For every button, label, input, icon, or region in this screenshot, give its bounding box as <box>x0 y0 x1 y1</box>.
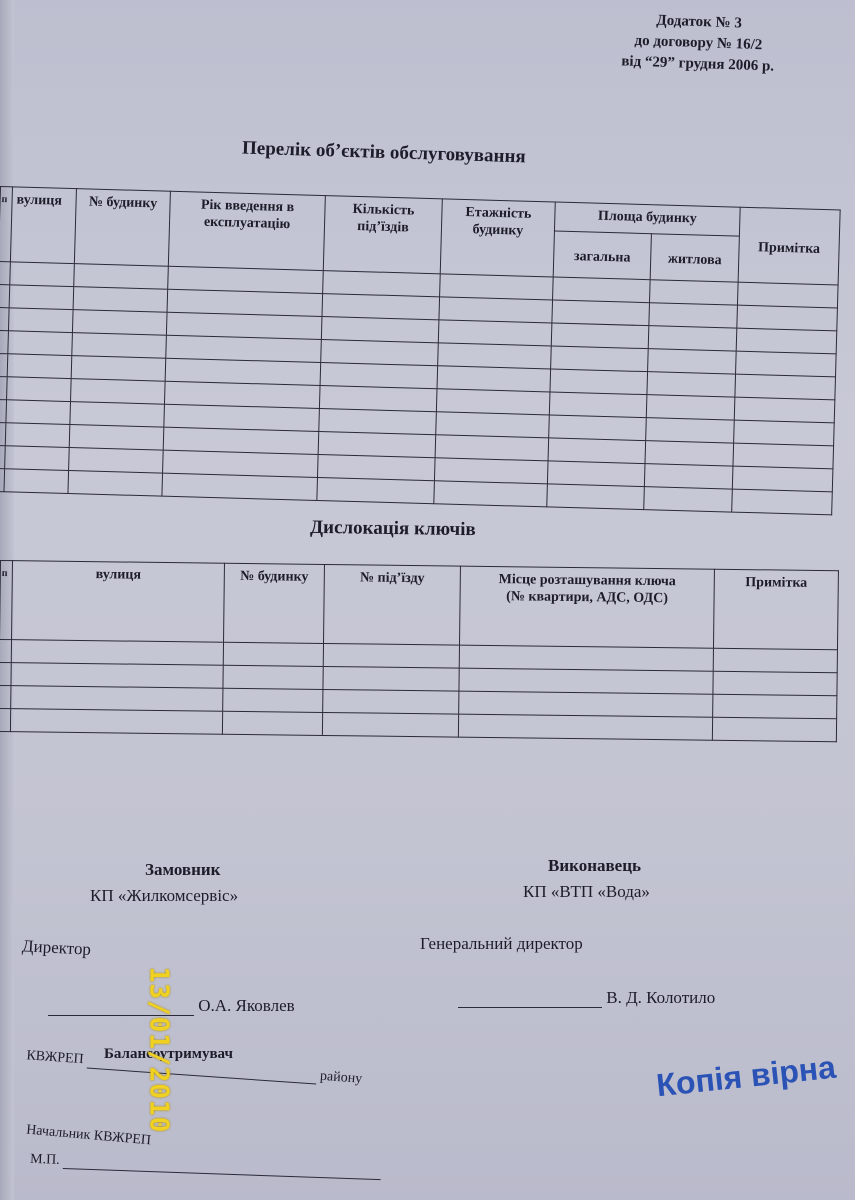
table-cell[interactable] <box>648 349 737 374</box>
table-cell[interactable] <box>162 473 318 500</box>
contractor-signature <box>458 988 715 1008</box>
table-cell[interactable] <box>71 379 166 405</box>
table-cell[interactable] <box>70 402 165 428</box>
table-cell[interactable] <box>317 454 435 480</box>
table-cell[interactable] <box>438 320 552 346</box>
table-cell[interactable] <box>0 685 11 708</box>
col-house-header: № будинку <box>224 563 325 643</box>
appendix-contract: до договору № 16/2 <box>634 32 763 54</box>
table-cell[interactable] <box>644 464 733 489</box>
customer-role: Директор <box>21 936 92 959</box>
table-cell[interactable] <box>69 448 164 474</box>
table-cell[interactable] <box>223 642 323 666</box>
table-cell[interactable] <box>11 640 223 666</box>
appendix-number: Додаток № 3 <box>656 12 743 32</box>
table-cell[interactable] <box>321 317 439 343</box>
table-cell[interactable] <box>68 471 163 497</box>
table-cell[interactable] <box>10 262 75 287</box>
table-cell[interactable] <box>434 458 548 484</box>
contractor-role: Генеральний директор <box>420 934 583 953</box>
date-watermark: 13/01/2010 <box>143 966 174 1134</box>
customer-name: О.А. Яковлев <box>198 996 295 1015</box>
table-cell[interactable] <box>72 310 167 336</box>
table-cell[interactable] <box>645 441 734 466</box>
table-cell[interactable] <box>11 663 223 689</box>
holder-prefix: КВЖРЕП <box>25 1048 85 1068</box>
appendix-header <box>621 9 776 77</box>
table-cell[interactable] <box>550 369 648 395</box>
table-cell[interactable] <box>736 328 837 354</box>
table-cell[interactable] <box>11 686 223 712</box>
holder-heading: Балансоутримувач <box>104 1046 233 1062</box>
col-floors-header: Етажність будинку <box>440 199 555 277</box>
table-cell[interactable] <box>10 709 222 735</box>
table-cell[interactable] <box>732 466 833 492</box>
table-cell[interactable] <box>439 297 553 323</box>
keys-table <box>0 560 839 742</box>
table-cell[interactable] <box>440 274 554 300</box>
table-cell[interactable] <box>223 665 323 689</box>
table-cell[interactable] <box>437 366 551 392</box>
col-year-header: Рік введення в експлуатацію <box>168 191 325 270</box>
table-cell[interactable] <box>323 666 459 691</box>
table-cell[interactable] <box>73 287 168 313</box>
col-area-header: Площа будинку <box>554 202 740 236</box>
signature-line[interactable] <box>458 1007 602 1008</box>
seal-line <box>30 1152 381 1180</box>
table-cell[interactable] <box>648 326 737 351</box>
table-cell[interactable] <box>322 712 458 737</box>
col-note-header: Примітка <box>713 569 838 650</box>
table-cell[interactable] <box>458 714 712 740</box>
table-cell[interactable] <box>736 351 837 377</box>
col-num-header: п <box>0 561 12 640</box>
table-cell[interactable] <box>549 392 647 418</box>
table-cell[interactable] <box>713 694 837 719</box>
table-cell[interactable] <box>319 409 437 435</box>
table-cell[interactable] <box>548 438 646 464</box>
table-cell[interactable] <box>459 691 713 717</box>
objects-table-title: Перелік об’єктів обслуговування <box>241 137 527 168</box>
table-cell[interactable] <box>69 425 164 451</box>
keys-header-row <box>0 561 838 650</box>
table-cell[interactable] <box>552 300 650 326</box>
table-cell[interactable] <box>222 711 322 735</box>
table-cell[interactable] <box>713 648 837 673</box>
table-cell[interactable] <box>733 443 834 469</box>
objects-table <box>0 186 841 515</box>
table-cell[interactable] <box>734 420 835 446</box>
table-cell[interactable] <box>438 343 552 369</box>
table-cell[interactable] <box>435 435 549 461</box>
copy-stamp: Копія вірна <box>654 1048 838 1104</box>
seal-label: М.П. <box>29 1151 60 1168</box>
holder-suffix: району <box>319 1068 363 1087</box>
table-cell[interactable] <box>71 356 166 382</box>
table-cell[interactable] <box>0 708 11 731</box>
table-cell[interactable] <box>323 271 441 297</box>
table-cell[interactable] <box>547 461 645 487</box>
table-cell[interactable] <box>323 643 459 668</box>
table-cell[interactable] <box>317 477 435 503</box>
table-cell[interactable] <box>549 415 647 441</box>
table-cell[interactable] <box>321 340 439 366</box>
col-note-header: Примітка <box>738 207 840 285</box>
table-cell[interactable] <box>0 640 12 663</box>
col-house-header: № будинку <box>74 189 170 267</box>
col-entrance-header: № під’їзду <box>324 564 461 645</box>
table-cell[interactable] <box>5 446 70 471</box>
table-cell[interactable] <box>4 469 69 494</box>
appendix-date: від “29” грудня 2006 р. <box>621 53 775 75</box>
col-street-header: вулиця <box>12 561 225 643</box>
contractor-org: КП «ВТП «Вода» <box>523 882 650 901</box>
col-area-living-header: житлова <box>650 234 739 282</box>
table-cell[interactable] <box>0 662 11 685</box>
table-cell[interactable] <box>547 484 645 510</box>
table-cell[interactable] <box>644 487 733 512</box>
table-cell[interactable] <box>434 481 548 507</box>
customer-org: КП «Жилкомсервіс» <box>90 886 239 905</box>
district-line[interactable] <box>87 1067 317 1084</box>
table-cell[interactable] <box>7 377 72 402</box>
col-num-header: п <box>0 187 12 262</box>
table-cell[interactable] <box>436 389 550 415</box>
table-cell[interactable] <box>8 308 73 333</box>
table-cell[interactable] <box>459 645 713 671</box>
signature-line[interactable] <box>63 1168 381 1180</box>
table-cell[interactable] <box>9 285 74 310</box>
customer-heading: Замовник <box>145 860 221 879</box>
table-cell[interactable] <box>647 372 736 397</box>
table-cell[interactable] <box>72 333 167 359</box>
table-cell[interactable] <box>7 354 72 379</box>
table-cell[interactable] <box>319 386 437 412</box>
table-cell[interactable] <box>318 431 436 457</box>
table-cell[interactable] <box>737 305 838 331</box>
table-cell[interactable] <box>8 331 73 356</box>
table-cell[interactable] <box>322 294 440 320</box>
col-entrances-header: Кількість під’їздів <box>323 196 442 274</box>
keys-table-title: Дислокація ключів <box>309 516 476 541</box>
table-cell[interactable] <box>712 717 836 742</box>
contractor-name: В. Д. Колотило <box>606 988 716 1007</box>
table-cell[interactable] <box>223 688 323 712</box>
contractor-heading: Виконавець <box>548 856 642 875</box>
table-cell[interactable] <box>320 363 438 389</box>
col-key-location-header: Місце розташування ключа (№ квартири, АДС, ОДС) <box>459 566 714 648</box>
table-cell[interactable] <box>732 489 833 515</box>
table-cell[interactable] <box>649 280 738 305</box>
table-cell[interactable] <box>734 397 835 423</box>
table-cell[interactable] <box>551 323 649 349</box>
table-cell[interactable] <box>735 374 836 400</box>
table-cell[interactable] <box>6 400 71 425</box>
chief-label: Начальник КВЖРЕП <box>25 1122 152 1149</box>
table-cell[interactable] <box>5 423 70 448</box>
table-cell[interactable] <box>459 668 713 694</box>
table-cell[interactable] <box>649 303 738 328</box>
table-cell[interactable] <box>436 412 550 438</box>
col-street-header: вулиця <box>10 187 76 264</box>
table-cell[interactable] <box>553 277 651 303</box>
table-cell[interactable] <box>551 346 649 372</box>
table-cell[interactable] <box>646 418 735 443</box>
objects-header-row <box>0 187 840 239</box>
table-cell[interactable] <box>74 264 169 290</box>
table-cell[interactable] <box>713 671 837 696</box>
col-area-total-header: загальна <box>553 231 651 280</box>
table-cell[interactable] <box>737 282 838 308</box>
table-cell[interactable] <box>323 689 459 714</box>
table-cell[interactable] <box>646 395 735 420</box>
